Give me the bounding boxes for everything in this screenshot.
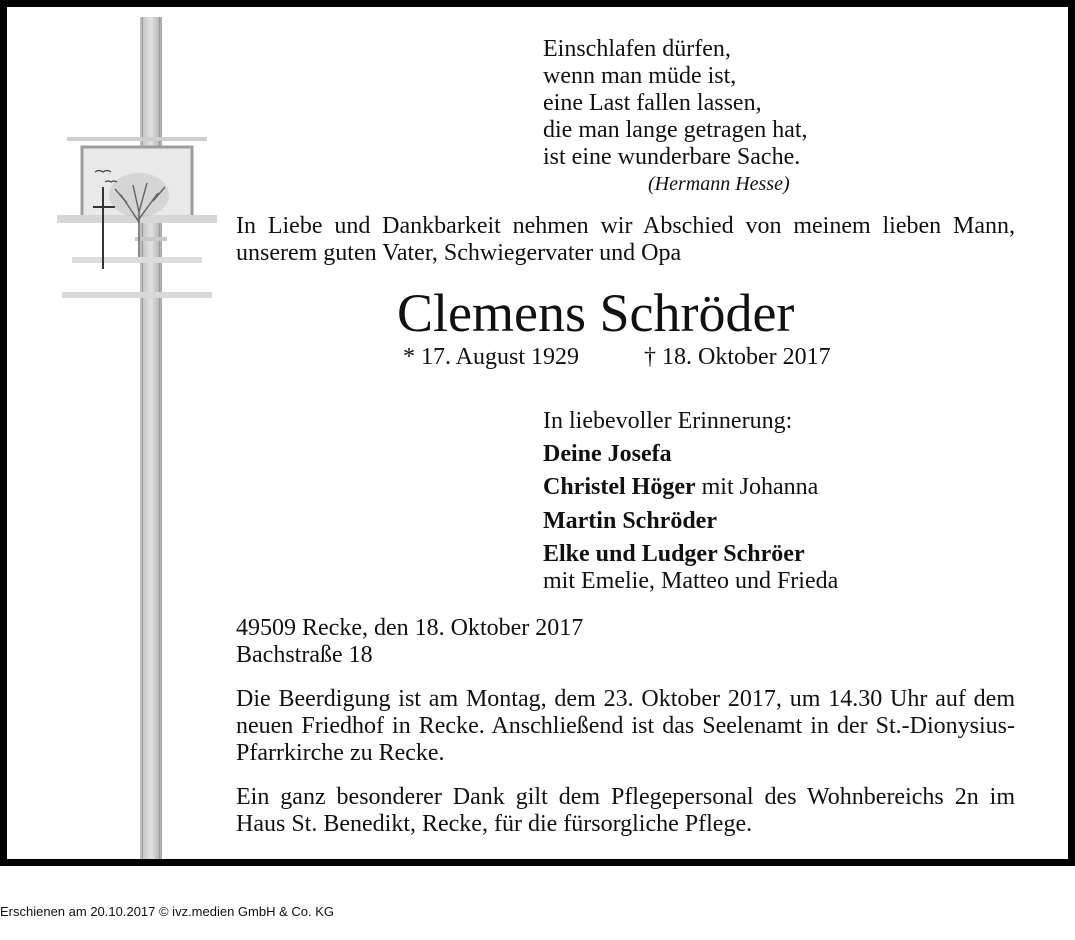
poem-author: (Hermann Hesse) <box>648 173 790 195</box>
mourner-companion: mit Emelie, Matteo und Frieda <box>543 568 839 594</box>
mourner-line <box>543 474 818 501</box>
funeral-info: Die Beerdigung ist am Montag, dem 23. Oktober 2017, um 14.30 Uhr auf dem neuen Friedhof in Recke. Anschließend ist das Seelenamt in der St.-Dionysius-Pfarrkirche zu Recke. <box>236 686 1015 766</box>
birth-date: * 17. August 1929 <box>403 344 580 370</box>
poem-line: wenn man müde ist, <box>543 63 737 89</box>
tree-cross-illustration <box>47 7 217 859</box>
mourner-name: Martin Schröder <box>543 508 717 534</box>
poem-line: eine Last fallen lassen, <box>543 90 762 116</box>
intro-text: In Liebe und Dankbarkeit nehmen wir Abschied von meinem lieben Mann, unserem guten Vater, Schwiegervater und Opa <box>236 213 1015 266</box>
place-date: 49509 Recke, den 18. Oktober 2017 <box>236 615 584 641</box>
poem-line: die man lange getragen hat, <box>543 117 808 143</box>
mourner-name: Christel Höger <box>543 474 696 500</box>
poem-line: Einschlafen dürfen, <box>543 36 731 62</box>
mourners-heading: In liebevoller Erinnerung: <box>543 408 793 434</box>
thanks-text: Ein ganz besonderer Dank gilt dem Pflegepersonal des Wohnbereichs 2n im Haus St. Benedikt, Recke, für die fürsorgliche Pflege. <box>236 784 1015 837</box>
mourner-name: Elke und Ludger Schröer <box>543 541 805 567</box>
street-address: Bachstraße 18 <box>236 642 373 668</box>
poem-line: ist eine wunderbare Sache. <box>543 144 801 170</box>
mourner-companion: mit Johanna <box>695 474 819 500</box>
deceased-name: Clemens Schröder <box>397 283 795 343</box>
publication-footer: Erschienen am 20.10.2017 © ivz.medien GmbH & Co. KG <box>0 904 335 919</box>
mourner-name: Deine Josefa <box>543 441 672 467</box>
death-date: † 18. Oktober 2017 <box>644 344 831 370</box>
